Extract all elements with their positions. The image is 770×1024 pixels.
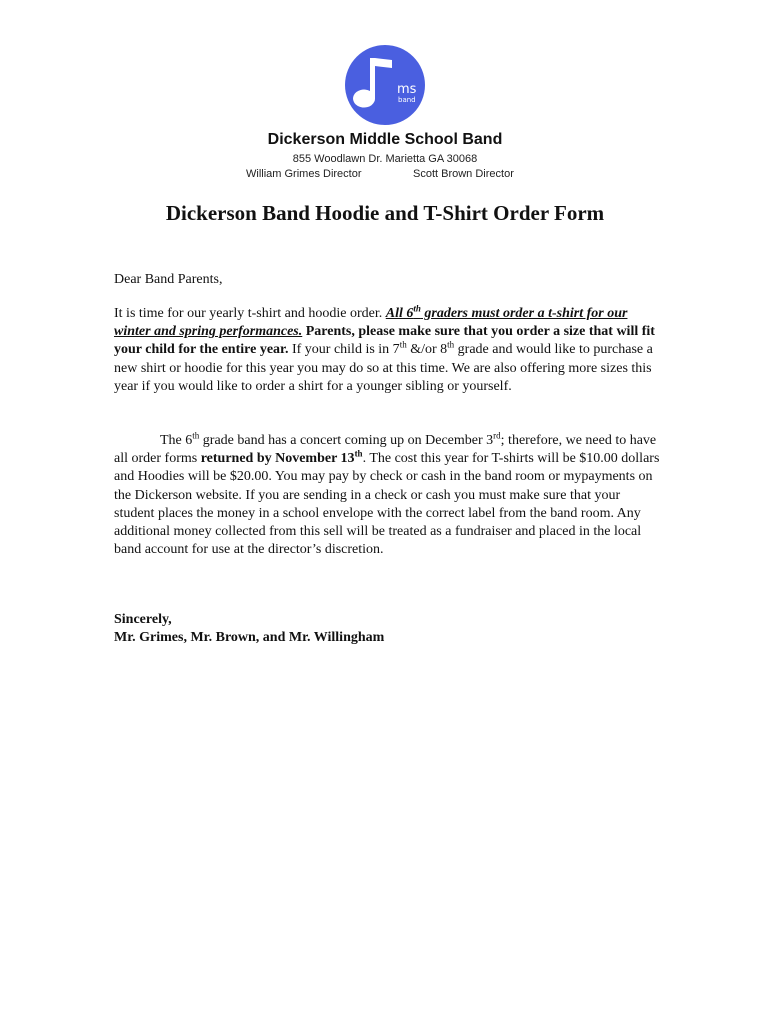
logo-text-band: band [398,96,416,104]
director-grimes: William Grimes Director [246,168,362,180]
paragraph-2: The 6th grade band has a concert coming up on December 3rd; therefore, we need to have all order forms returned by November 13th. The cost this year for T-shirts will be $10.00 dollars and Hoodies will be $20.00. You may pay by check or cash in the band room or mypayments on the Dickerson website. If you are sending in a check or cash you must make sure that your student places the money in a school envelope with the correct label from the band room. Any additional money collected from this sell will be treated as a fundraiser and placed in the local band account for use at the director’s discretion. [114,430,660,558]
signers: Mr. Grimes, Mr. Brown, and Mr. Willingham [114,630,385,646]
address: 855 Woodlawn Dr. Marietta GA 30068 [292,153,478,165]
p2-deadline: returned by November 13th [200,448,363,467]
closing [114,611,662,647]
p1-emphasis: All 6th graders must order a t-shirt for our winter and spring performances. [114,303,628,340]
p1-intro: It is time for our yearly t-shirt and hoodie order. [114,306,386,321]
paragraph-1: It is time for our yearly t-shirt and hoodie order. All 6th graders must order a t-shirt for our winter and spring performances. Parents, please make sure that you order a size that will fit your child for the entire year. If your child is in 7th &/or 8th grade and would like to purchase a new shirt or hoodie for this year you may do so at this time. We are also offering more sizes this year if you would like to order a shirt for a younger sibling or yourself. [114,303,655,394]
greeting: Dear Band Parents, [114,272,223,287]
logo-text-ms: ms [397,82,417,97]
director-brown: Scott Brown Director [413,168,514,180]
sincerely: Sincerely, [114,612,172,627]
band-logo [344,44,426,126]
p1-bold: Parents, please make sure that you order a size that will fit your child for the entire year. [114,324,655,358]
org-name: Dickerson Middle School Band [267,131,503,148]
form-title: Dickerson Band Hoodie and T-Shirt Order Form [165,201,605,225]
